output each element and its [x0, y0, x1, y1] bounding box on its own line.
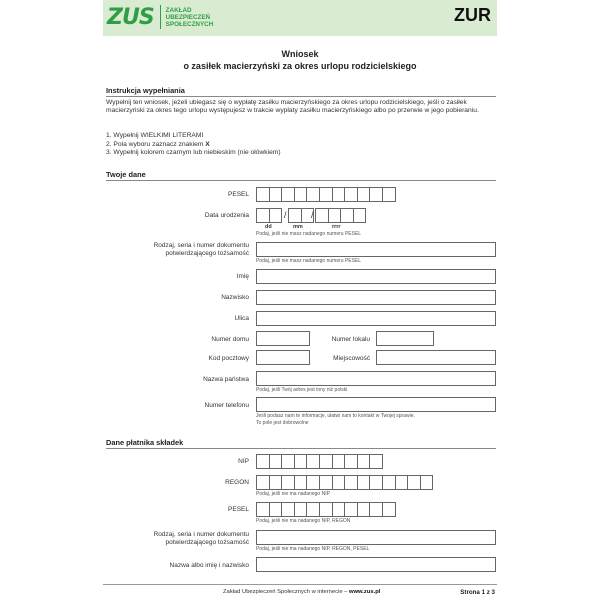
regon-cell[interactable]	[395, 475, 409, 490]
instruction-item: 3. Wypełnij kolorem czarnym lub niebieskim (nie ołówkiem)	[106, 149, 281, 157]
pesel-cell[interactable]	[357, 187, 371, 202]
regon-cell[interactable]	[357, 475, 371, 490]
phone-hint-line: Jeśli podasz nam te informacje, ułatwi nam to kontakt w Twojej sprawie.	[256, 413, 415, 419]
country-label: Nazwa państwa	[203, 376, 249, 383]
logo-line: UBEZPIECZEŃ	[165, 13, 211, 21]
pesel-cell[interactable]	[319, 187, 333, 202]
pesel-label: PESEL	[228, 191, 249, 198]
city-label: Miejscowość	[333, 355, 370, 362]
pesel-cell[interactable]	[332, 502, 346, 517]
title-line-1: Wniosek	[281, 49, 319, 59]
pesel-cell[interactable]	[344, 502, 358, 517]
pesel-cell[interactable]	[294, 187, 308, 202]
pesel-cell[interactable]	[256, 502, 270, 517]
id-document-label-line: Rodzaj, seria i numer dokumentu	[153, 242, 249, 249]
pesel-cell[interactable]	[281, 187, 295, 202]
first-name-input[interactable]	[256, 269, 496, 284]
date-cell[interactable]	[328, 208, 342, 223]
regon-cells[interactable]	[256, 475, 432, 490]
payer-name-input[interactable]	[256, 557, 496, 572]
nip-cell[interactable]	[269, 454, 283, 469]
nip-cell[interactable]	[319, 454, 333, 469]
instructions-list	[106, 132, 281, 158]
regon-cell[interactable]	[332, 475, 346, 490]
pesel-cell[interactable]	[369, 502, 383, 517]
footer	[103, 584, 497, 598]
nip-cell[interactable]	[281, 454, 295, 469]
date-cell[interactable]	[340, 208, 354, 223]
birth-month-cells[interactable]	[288, 208, 313, 223]
zus-logo	[107, 3, 213, 31]
payer-heading: Dane płatnika składek	[106, 438, 184, 447]
phone-hint-line: To pole jest dobrowolne	[256, 419, 309, 426]
footer-text	[223, 589, 380, 595]
birth-date-hint: Podaj, jeśli nie masz nadanego numeru PESEL	[256, 231, 362, 237]
instructions-text: Wypełnij ten wniosek, jeżeli ubiegasz się o wypłatę zasiłku macierzyńskiego za okres urlopu rodzicielskiego, jeśli o zasiłek macierzyński za okres tego urlopu występujesz w trakcie wypłaty zasiłku macierzyńskiego albo po przerwie w jego pobieraniu.	[106, 99, 479, 115]
regon-cell[interactable]	[256, 475, 270, 490]
regon-cell[interactable]	[344, 475, 358, 490]
date-slash: /	[311, 210, 314, 220]
instruction-item	[106, 141, 281, 150]
section-rule	[106, 448, 496, 449]
id-document-label-line: potwierdzającego tożsamość	[165, 250, 249, 257]
country-hint: Podaj, jeśli Twój adres jest inny niż polski	[256, 387, 348, 393]
pesel-cell[interactable]	[369, 187, 383, 202]
nip-cell[interactable]	[344, 454, 358, 469]
header-band	[103, 0, 497, 36]
date-rrrr-label: rrrr	[332, 224, 341, 230]
id-document-input[interactable]	[256, 242, 496, 257]
birth-date-label: Data urodzenia	[204, 212, 249, 219]
regon-cell[interactable]	[294, 475, 308, 490]
regon-label: REGON	[225, 479, 249, 486]
last-name-label: Nazwisko	[221, 294, 249, 301]
regon-cell[interactable]	[306, 475, 320, 490]
payer-id-document-input[interactable]	[256, 530, 496, 545]
regon-cell[interactable]	[281, 475, 295, 490]
payer-id-document-label	[154, 531, 249, 547]
instruction-item-text: 2. Pola wyboru zaznacz znakiem	[106, 140, 206, 148]
street-label: Ulica	[234, 315, 249, 322]
regon-hint: Podaj, jeśli nie ma nadanego NIP	[256, 491, 330, 497]
regon-cell[interactable]	[382, 475, 396, 490]
regon-cell[interactable]	[269, 475, 283, 490]
phone-input[interactable]	[256, 397, 496, 412]
nip-cell[interactable]	[369, 454, 383, 469]
pesel-cell[interactable]	[382, 502, 396, 517]
logo-text	[166, 7, 214, 28]
regon-cell[interactable]	[420, 475, 434, 490]
date-cell[interactable]	[256, 208, 270, 223]
postal-code-label: Kod pocztowy	[208, 355, 249, 362]
title-line-2: o zasiłek macierzyński za okres urlopu rodzicielskiego	[183, 61, 417, 71]
form-title	[103, 48, 497, 72]
date-cell[interactable]	[288, 208, 302, 223]
pesel-cell[interactable]	[269, 187, 283, 202]
page-number: Strona 1 z 3	[460, 589, 495, 596]
personal-heading: Twoje dane	[106, 170, 146, 179]
logo-mark: ZUS	[107, 4, 154, 30]
apartment-number-label: Numer lokalu	[331, 336, 370, 343]
nip-cell[interactable]	[294, 454, 308, 469]
pesel-cell[interactable]	[344, 187, 358, 202]
pesel-cell[interactable]	[281, 502, 295, 517]
payer-name-label: Nazwa albo imię i nazwisko	[169, 562, 249, 569]
birth-year-cells[interactable]	[315, 208, 365, 223]
footer-url[interactable]: www.zus.pl	[349, 589, 381, 595]
phone-hint	[256, 413, 415, 426]
logo-line: ZAKŁAD	[165, 6, 192, 14]
date-dd-label: dd	[265, 224, 272, 230]
last-name-input[interactable]	[256, 290, 496, 305]
house-number-input[interactable]	[256, 331, 310, 346]
first-name-label: Imię	[236, 273, 249, 280]
regon-cell[interactable]	[319, 475, 333, 490]
payer-pesel-label: PESEL	[228, 506, 249, 513]
payer-pesel-hint: Podaj, jeśli nie ma nadanego NIP, REGON	[256, 518, 351, 524]
payer-pesel-cells[interactable]	[256, 502, 395, 517]
apartment-number-input[interactable]	[376, 331, 434, 346]
date-cell[interactable]	[269, 208, 283, 223]
instruction-item: 1. Wypełnij WIELKIMI LITERAMI	[106, 132, 204, 139]
section-rule	[106, 180, 496, 181]
regon-cell[interactable]	[369, 475, 383, 490]
pesel-cell[interactable]	[269, 502, 283, 517]
phone-label: Numer telefonu	[204, 402, 249, 409]
pesel-cell[interactable]	[357, 502, 371, 517]
nip-cell[interactable]	[332, 454, 346, 469]
form-code: ZUR	[454, 5, 491, 25]
date-cell[interactable]	[353, 208, 367, 223]
date-cell[interactable]	[315, 208, 329, 223]
instructions-heading: Instrukcja wypełniania	[106, 86, 185, 95]
nip-cell[interactable]	[306, 454, 320, 469]
pesel-cell[interactable]	[382, 187, 396, 202]
pesel-cell[interactable]	[306, 187, 320, 202]
id-document-hint: Podaj, jeśli nie masz nadanego numeru PESEL	[256, 258, 362, 264]
date-mm-label: mm	[293, 224, 303, 230]
pesel-cell[interactable]	[294, 502, 308, 517]
logo-separator	[160, 5, 161, 29]
city-input[interactable]	[376, 350, 496, 365]
nip-cells[interactable]	[256, 454, 382, 469]
nip-cell[interactable]	[357, 454, 371, 469]
footer-label: Zakład Ubezpieczeń Społecznych w internecie –	[223, 589, 349, 595]
country-input[interactable]	[256, 371, 496, 386]
payer-id-document-label-line: potwierdzającego tożsamość	[165, 539, 249, 546]
pesel-cells[interactable]	[256, 187, 395, 202]
birth-day-cells[interactable]	[256, 208, 281, 223]
pesel-cell[interactable]	[256, 187, 270, 202]
payer-id-document-hint: Podaj, jeśli nie ma nadanego NIP, REGON, PESEL	[256, 546, 370, 552]
pesel-cell[interactable]	[319, 502, 333, 517]
pesel-cell[interactable]	[306, 502, 320, 517]
form-page	[103, 0, 497, 600]
nip-label: NIP	[238, 458, 249, 465]
house-number-label: Numer domu	[211, 336, 249, 343]
logo-line: SPOŁECZNYCH	[165, 20, 214, 28]
id-document-label	[154, 242, 249, 258]
pesel-cell[interactable]	[332, 187, 346, 202]
date-slash: /	[284, 210, 287, 220]
mark-symbol: X	[205, 140, 210, 148]
regon-cell[interactable]	[407, 475, 421, 490]
nip-cell[interactable]	[256, 454, 270, 469]
street-input[interactable]	[256, 311, 496, 326]
section-rule	[106, 96, 496, 97]
postal-code-input[interactable]	[256, 350, 310, 365]
payer-id-document-label-line: Rodzaj, seria i numer dokumentu	[153, 531, 249, 538]
